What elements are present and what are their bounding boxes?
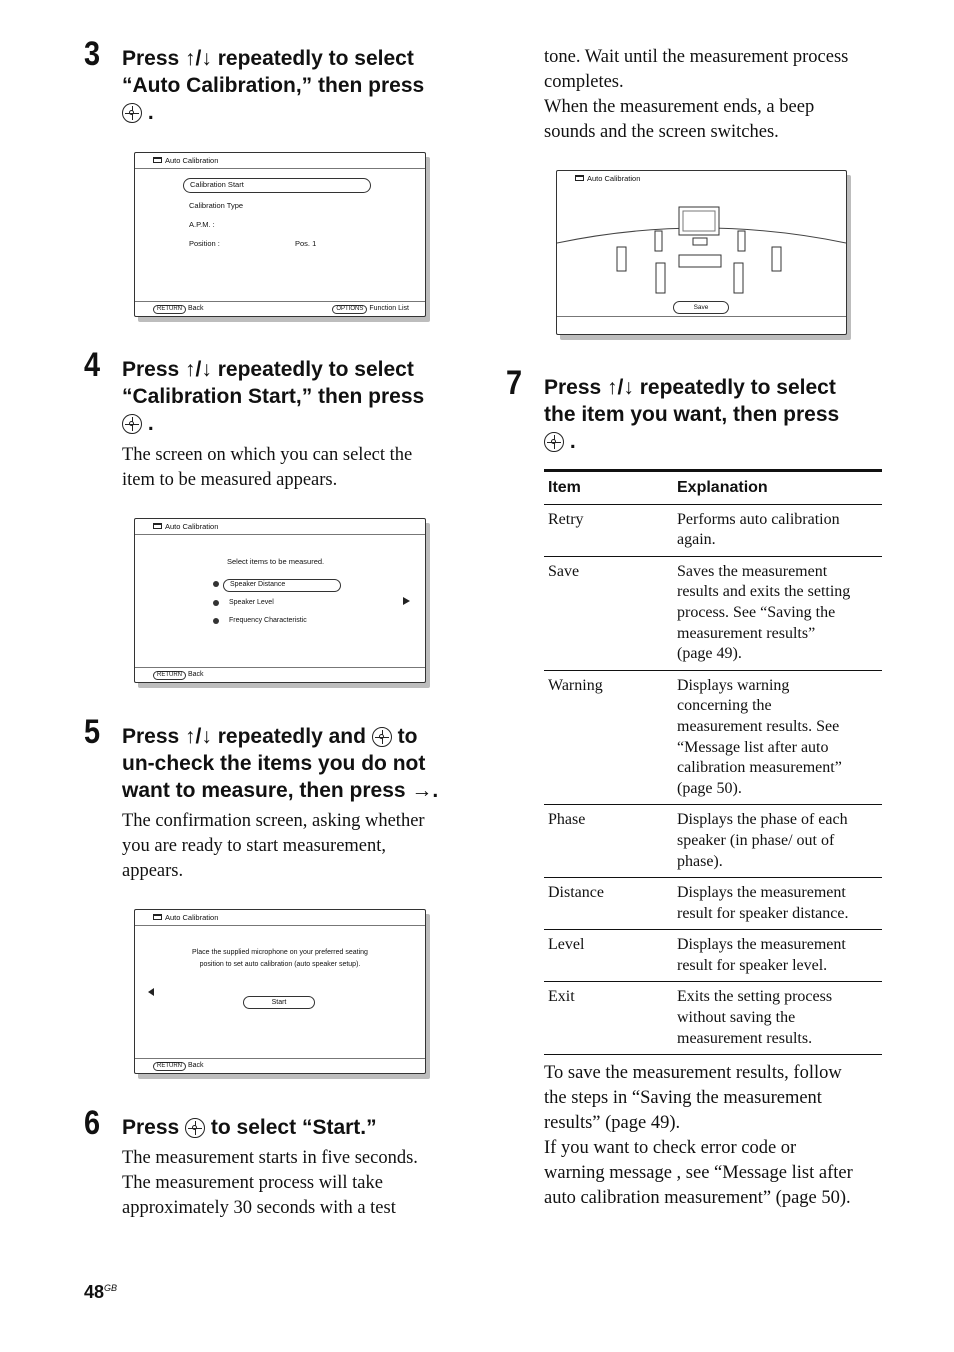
column-header-item: Item: [544, 471, 673, 505]
confirmation-message-line-1: Place the supplied microphone on your preferred seating: [192, 949, 368, 956]
speaker-layout-diagram: [557, 185, 846, 315]
menu-item-position[interactable]: Position :: [189, 239, 220, 248]
confirmation-message-line-2: position to set auto calibration (auto speaker setup).: [199, 961, 361, 968]
menu-item-calibration-start[interactable]: Calibration Start: [183, 178, 371, 193]
step-7-heading: Press ↑/↓ repeatedly to select the item you want, then press .: [544, 376, 840, 453]
table-row: Warning Displays warning concerning the measurement results. See “Message list after auto calibration measurement” (page 50).: [544, 670, 882, 805]
screen-select-items: Auto Calibration Select items to be measured. Speaker Distance Speaker Level Frequency Characteristic RETURN Back: [134, 518, 426, 683]
enter-button-icon: [185, 1118, 205, 1138]
table-row: Retry Performs auto calibration again.: [544, 504, 882, 556]
step-5-heading: Press ↑/↓ repeatedly and to un-check the items you do not want to measure, then press →.: [122, 725, 439, 802]
check-icon: [213, 618, 219, 624]
options-key-icon: OPTIONS: [332, 305, 367, 314]
table-row: Phase Displays the phase of each speaker (in phase/ out of phase).: [544, 805, 882, 878]
toolbox-icon: [153, 157, 162, 163]
item-speaker-level[interactable]: Speaker Level: [229, 599, 274, 606]
screen-confirmation: Auto Calibration Place the supplied microphone on your preferred seating position to set auto calibration (auto speaker setup). Start RETURN Back: [134, 909, 426, 1074]
enter-button-icon: [122, 414, 142, 434]
table-row: Distance Displays the measurement result for speaker distance.: [544, 878, 882, 930]
step-6-number: 6: [84, 1104, 101, 1142]
step-6-body: The measurement starts in five seconds. The measurement process will take approximately 30 seconds with a test: [122, 1148, 418, 1218]
table-row: Level Displays the measurement result for speaker level.: [544, 930, 882, 982]
check-icon: [213, 581, 219, 587]
step-6-continued-text: tone. Wait until the measurement process completes. When the measurement ends, a beep sounds and the screen switches.: [544, 47, 849, 142]
toolbox-icon: [153, 523, 162, 529]
step-7-number: 7: [506, 364, 523, 402]
step-5-number: 5: [84, 713, 101, 751]
toolbox-icon: [153, 914, 162, 920]
table-row: Save Saves the measurement results and exits the setting process. See “Saving the measurement results” (page 49).: [544, 556, 882, 670]
menu-item-apm[interactable]: A.P.M. :: [189, 220, 215, 229]
enter-button-icon: [122, 103, 142, 123]
step-6-heading: Press to select “Start.”: [122, 1116, 377, 1139]
return-key-icon: RETURN: [153, 671, 186, 680]
screen-auto-calibration-menu: Auto Calibration Calibration Start Calibration Type A.P.M. : Position : Pos. 1 RETURN Back OPTIONS Function List: [134, 152, 426, 317]
closing-text: To save the measurement results, follow the steps in “Saving the measurement results” (page 49). If you want to check error code or warning message , see “Message list after auto calibration measurement” (page 50).: [544, 1063, 853, 1208]
column-header-explanation: Explanation: [673, 471, 882, 505]
return-key-icon: RETURN: [153, 1062, 186, 1071]
menu-item-calibration-type[interactable]: Calibration Type: [189, 201, 244, 210]
right-arrow-icon[interactable]: [403, 597, 410, 605]
step-4-body: The screen on which you can select the item to be measured appears.: [122, 445, 413, 490]
step-5-body: The confirmation screen, asking whether you are ready to start measurement, appears.: [122, 811, 425, 881]
item-frequency-characteristic[interactable]: Frequency Characteristic: [229, 617, 307, 624]
step-3-heading: Press ↑/↓ repeatedly to select “Auto Calibration,” then press .: [122, 47, 425, 124]
table-row: Exit Exits the setting process without saving the measurement results.: [544, 982, 882, 1055]
position-value: Pos. 1: [295, 239, 317, 248]
save-button[interactable]: Save: [673, 301, 729, 314]
start-button[interactable]: Start: [243, 996, 315, 1009]
check-icon: [213, 600, 219, 606]
select-prompt: Select items to be measured.: [227, 557, 325, 566]
return-key-icon: RETURN: [153, 305, 186, 314]
enter-button-icon: [372, 727, 392, 747]
screen-measurement-result: Auto Calibration Save: [556, 170, 847, 335]
enter-button-icon: [544, 432, 564, 452]
item-speaker-distance[interactable]: Speaker Distance: [223, 579, 341, 592]
explanation-table: [544, 469, 882, 1055]
page-number: $48^{GB}$: [84, 1282, 118, 1302]
step-3-number: 3: [84, 35, 101, 73]
step-4-number: 4: [84, 346, 101, 384]
toolbox-icon: [575, 175, 584, 181]
step-4-heading: Press ↑/↓ repeatedly to select “Calibration Start,” then press .: [122, 358, 425, 435]
left-arrow-icon[interactable]: [148, 988, 154, 996]
